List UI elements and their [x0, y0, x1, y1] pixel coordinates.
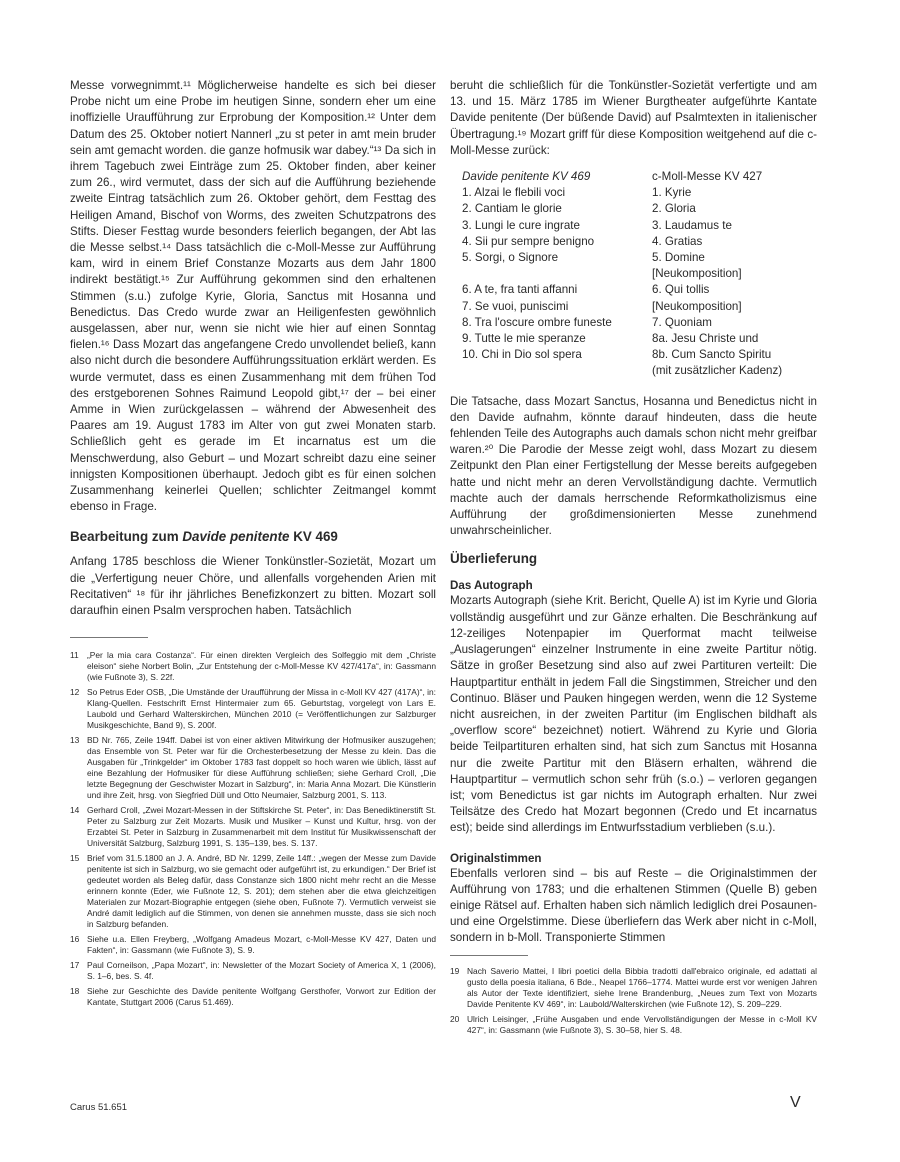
table-cell-davide: 7. Se vuoi, puniscimi — [462, 299, 569, 313]
heading-bearbeitung-prefix: Bearbeitung zum — [70, 529, 183, 545]
left-column — [70, 78, 436, 1012]
table-cell-messe: [Neukomposition] — [652, 267, 742, 281]
page-number: V — [790, 1094, 801, 1111]
table-head-messe: c-Moll-Messe KV 427 — [652, 170, 763, 184]
footnote-11 — [70, 650, 436, 683]
table-cell-messe: 1. Kyrie — [652, 186, 692, 200]
footnote-number: 13 — [70, 735, 80, 746]
footnote-number: 18 — [70, 986, 80, 997]
paragraph-autograph: Mozarts Autograph (siehe Krit. Bericht, Quelle A) ist im Kyrie und Gloria vollständig ausgeführt und zur Gänze erhalten. Die Beschränkung auf 12-zeiliges Notenpapier im Querformat macht teilweise „Auslagerungen“ einzelner Instrumente in eine zweite Partitur nötig. Sätze in großer Besetzung sind also auf zwei Partituren verteilt: Die Hauptpartitur enthält in jedem Fall die Singstimmen, Streicher und den Continuo. Bläser und Pauken hingegen werden, wenn die 12 Systeme nicht ausreichen, in der zweiten Partitur (im Englischen bildhaft als „overflow score“ bezeichnet) notiert. Während zu Kyrie und Gloria beide Teilpartituren erhalten sind, hat sich zum Sanctus mit Hosanna nur die zweite Partitur mit den Bläsern erhalten, während die Hauptpartitur – vermutlich schon sehr früh (s.o.) – verloren gegangen ist; vom Benedictus ist gar nichts im Autograph erhalten. Nur zwei Teilsätze des Credo hat Mozart begonnen (Credo und Et incarnatus est); beide sind allerdings im Entwurfsstadium verblieben (s.u.). — [450, 594, 817, 835]
table-cell-davide: 10. Chi in Dio sol spera — [462, 348, 582, 362]
heading-bearbeitung — [70, 529, 436, 544]
table-cell-messe: 4. Gratias — [652, 234, 703, 248]
footnote-text: So Petrus Eder OSB, „Die Umstände der Uraufführung der Missa in c-Moll KV 427 (417A)“, in: Klang-Quellen. Festschrift Ernst Hintermaier zum 65. Geburtstag, vorgelegt von Lars E. Laubold und Gerhard Walterskirchen, München 2010 (= Veröffentlichungen zur Salzburger Musikgeschichte, Band 9), S. 200f. — [87, 687, 436, 731]
footnote-20 — [450, 1014, 817, 1036]
table-cell-davide: 1. Alzai le flebili voci — [462, 186, 566, 200]
table-cell-davide: 8. Tra l'oscure ombre funeste — [462, 315, 612, 329]
table-cell-messe: 7. Quoniam — [652, 315, 712, 329]
footnote-18 — [70, 986, 436, 1008]
footnote-number: 15 — [70, 853, 80, 864]
footnote-number: 16 — [70, 934, 80, 945]
table-cell-messe: 8b. Cum Sancto Spiritu — [652, 348, 772, 362]
table-cell-davide — [462, 266, 652, 282]
table-row — [462, 315, 782, 331]
subheading-originalstimmen: Originalstimmen — [450, 851, 542, 865]
footnote-19 — [450, 966, 817, 1010]
table-row — [462, 185, 782, 201]
table-cell-davide: 3. Lungi le cure ingrate — [462, 218, 580, 232]
table-cell-davide: 2. Cantiam le glorie — [462, 202, 562, 216]
table-cell-messe: 5. Domine — [652, 251, 705, 265]
paragraph-probe: Messe vorwegnimmt.¹¹ Möglicherweise handelte es sich bei dieser Probe nicht um eine Probe im heutigen Sinne, sondern eher um eine inoffizielle Uraufführung zur Erprobung der Komposition.¹² Unter dem Datum des 25. Oktober notiert Nannerl „zu st peter in amt mein bruder sein amt gemacht worden. die ganze hofmusik war dabey.“¹³ Da sich in ihrem Tagebuch zwei Einträge zum 25. Oktober finden, aber keiner zum 26., wird vermutet, dass der sich auf die Aufführung beziehende zweite Eintrag tatsächlich zum 26. Oktober gehört, dem Festtag des Heiligen Amand, Bischof von Worms, des zweiten Schutzpatrons des Stifts. Dieser Festtag wurde besonders feierlich begangen, der Abt las die Messe selbst.¹⁴ Dass tatsächlich die c-Moll-Messe zur Aufführung kam, wird in einem Brief Constanze Mozarts aus dem Jahr 1800 indirekt bestätigt.¹⁵ Zur Aufführung gekommen sind den erhaltenen Stimmen (s.u.) zufolge Kyrie, Gloria, Sanctus mit Hosanna und Benedictus. Das Credo wurde zwar an Heiligenfesten gewöhnlich ausgelassen, aber nur, wenn sie nicht wie hier auf einen Sonntag fielen.¹⁶ Dass Mozart das angefangene Credo unvollendet beließ, kann also nicht durch die besondere Aufführungssituation erklärt werden. Es wurde vermutet, dass es einen Zusammenhang mit dem frühen Tod des erstgeborenen Sohnes Raimund Leopold gibt,¹⁷ der – bei einer Amme in Wien zurückgelassen – während der Abwesenheit des Paares am 19. August 1783 im Alter von gut zwei Monaten starb. Schließlich geht es gerade im Et incarnatus est um die Menschwerdung, also Geburt – und Mozart schreibt dazu eine seiner innigsten Kompositionen überhaupt. Jedoch gibt es für einen solchen Zusammenhang keinerlei Quellen; schlichter Zeitmangel kommt ebenso in Frage. — [70, 79, 436, 514]
heading-bearbeitung-title: Davide penitente — [182, 529, 290, 545]
footnote-number: 20 — [450, 1013, 460, 1024]
footnote-14 — [70, 805, 436, 849]
table-cell-messe: 6. Qui tollis — [652, 283, 710, 297]
table-row — [462, 266, 782, 282]
footnote-number: 11 — [70, 650, 79, 661]
footnotes-left — [70, 650, 436, 1008]
footnotes-right — [450, 966, 817, 1036]
table-cell-davide — [462, 363, 652, 379]
table-row — [462, 201, 782, 217]
paragraph-tatsache: Die Tatsache, dass Mozart Sanctus, Hosanna und Benedictus nicht in den Davide aufnahm, könnte darauf hindeuten, dass die heute fehlenden Teile des Autographs auch damals schon nicht mehr greifbar waren.²⁰ Die Parodie der Messe zeigt wohl, dass Mozart zu diesem Zeitpunkt den Plan einer Fertigstellung der Messe bereits aufgegeben hatte und nicht mehr an deren Vervollständigung dachte. Vermutlich machte auch der damals herrschende Reformkatholizismus eine Aufführung der großdimensionierten Messe zunehmend unwahrscheinlicher. — [450, 394, 817, 538]
table-cell-messe: [Neukomposition] — [652, 299, 742, 313]
footnote-number: 19 — [450, 965, 460, 976]
table-row — [462, 331, 782, 347]
paragraph-originalstimmen: Ebenfalls verloren sind – bis auf Reste – die Originalstimmen der Aufführung von 1783; und die erhaltenen Stimmen (Quelle B) geben einige Rätsel auf. Erhalten haben sich nämlich lediglich drei Posaunen- und eine Orgelstimme. Diese überliefern das Werk aber nicht in c-Moll, sondern in b-Moll. Transponierte Stimmen — [450, 866, 817, 945]
table-row — [462, 234, 782, 250]
footnote-text: Brief vom 31.5.1800 an J. A. André, BD Nr. 1299, Zeile 14ff.: „wegen der Messe zum Davide penitente ist sich in Salzburg, wo sie gemacht oder aufgeführt ist, zu erkundigen.“ Der Brief ist gedeutet worden als Beleg dafür, dass Constanze sich 1800 nicht mehr recht an die Messe erinnern konnte (Eder, wie Fußnote 12, S. 201); dem stehen aber die etwa gleichzeitigen Materialen zur Mozart-Biographie entgegen (siehe oben, Fußnote 7). Vermutlich verweist sie André damit lediglich auf die Stimmen, von denen sie annehmen musste, dass sie sich noch in Salzburg befanden. — [87, 853, 436, 930]
footnote-text: Siehe zur Geschichte des Davide penitente Wolfgang Gersthofer, Vorwort zur Edition der Kantate, Stuttgart 2006 (Carus 51.469). — [87, 986, 436, 1008]
footnote-text: „Per la mia cara Costanza“. Für einen direkten Vergleich des Solfeggio mit dem „Christe eleison“ siehe Norbert Bolin, „Zur Entstehung der c-Moll-Messe KV 427/417a“, in: Gassmann (wie Fußnote 3), S. 22f. — [87, 650, 436, 683]
table-cell-davide: 4. Sii pur sempre benigno — [462, 234, 595, 248]
table-cell-messe: 2. Gloria — [652, 202, 696, 216]
footnote-text: Gerhard Croll, „Zwei Mozart-Messen in der Stiftskirche St. Peter“, in: Das Benediktinerstift St. Peter zu Salzburg zur Zeit Mozarts. Musik und Musiker – Kunst und Kultur, hrsg. von der Erzabtei St. Peter in Salzburg in Zusammenarbeit mit dem Institut für Musikwissenschaft der Universität Salzburg, Salzburg 1991, S. 135–139, bes. S. 137. — [87, 805, 436, 849]
table-cell-davide: 9. Tutte le mie speranze — [462, 332, 586, 346]
table-cell-messe: 3. Laudamus te — [652, 218, 732, 232]
footnote-text: Ulrich Leisinger, „Frühe Ausgaben und ende Vervollständigungen der Messe in c-Moll KV 427“, in: Gassmann (wie Fußnote 3), S. 30–58, hier S. 48. — [467, 1013, 817, 1035]
footnote-number: 12 — [70, 687, 80, 698]
table-row — [462, 347, 782, 363]
footnote-text: Nach Saverio Mattei, I libri poetici della Bibbia tradotti dall'ebraico originale, ed adattati al gusto della poesia italiana, 6 Bde., Neapel 1766–1774. Mattei wurde erst vor wenigen Jahren als Autor der Texte identifiziert, siehe Irene Brandenburg, „Neues zum Text von Mozarts Davide Penitente KV 469“, in: Laubold/Walterskirchen (wie Fußnote 12), S. 209–229. — [467, 965, 817, 1009]
footnote-text: Paul Corneilson, „Papa Mozart“, in: Newsletter of the Mozart Society of America X, 1 (2006), S. 1–6, bes. S. 4f. — [87, 960, 436, 982]
table-row — [462, 363, 782, 379]
footnote-13 — [70, 735, 436, 801]
footnote-number: 17 — [70, 960, 80, 971]
heading-ueberlieferung: Überlieferung — [450, 551, 538, 567]
table-row — [462, 299, 782, 315]
table-cell-messe: 8a. Jesu Christe und — [652, 332, 759, 346]
subheading-autograph: Das Autograph — [450, 579, 533, 593]
right-column — [450, 78, 817, 1040]
footnote-number: 14 — [70, 805, 80, 816]
footnote-divider — [70, 637, 148, 638]
footnote-16 — [70, 934, 436, 956]
comparison-table — [462, 169, 782, 380]
footer-catalog-label: Carus 51.651 — [70, 1102, 128, 1113]
footnote-text: BD Nr. 765, Zeile 194ff. Dabei ist von einer aktiven Mitwirkung der Hofmusiker auszugehen; das Ensemble von St. Peter war für die Orchesterbesetzung der Messe zu klein. Das die Ausgaben für „Trinkgelder“ im Oktober 1783 fast doppelt so hoch waren wie üblich, lässt auf eine Bezahlung der Hofmusiker für diese Aufführung schließen; siehe Gerhard Croll, „Die letzte Begegnung der Geschwister Mozart in Salzburg“, in: Maria Anna Mozart. Die Künstlerin und ihre Zeit, hrsg. von Siegfried Düll und Otto Neumaier, Salzburg 2001, S. 113. — [87, 735, 436, 801]
footnote-17 — [70, 960, 436, 982]
footnote-text: Siehe u.a. Ellen Freyberg, „Wolfgang Amadeus Mozart, c-Moll-Messe KV 427, Daten und Fakten“, in: Gassmann (wie Fußnote 3), S. 9. — [87, 934, 436, 956]
paragraph-anfang-1785: Anfang 1785 beschloss die Wiener Tonkünstler-Sozietät, Mozart um die „Verfertigung neuer Chöre, und allenfalls vorgehenden Arien mit Recitativen“ ¹⁸ für ihr jährliches Benefizkonzert zu bitten. Mozart soll daraufhin einen Psalm versprochen haben. Tatsächlich — [70, 555, 436, 618]
table-cell-messe: (mit zusätzlicher Kadenz) — [652, 364, 783, 378]
paragraph-kantate: beruht die schließlich für die Tonkünstler-Sozietät verfertigte und am 13. und 15. März 1785 im Wiener Burgtheater aufgeführte Kantate Davide penitente (Der büßende David) auf Psalmtexten in italienischer Übertragung.¹⁹ Mozart griff für diese Komposition weitgehend auf die c-Moll-Messe zurück: — [450, 79, 817, 157]
table-row — [462, 218, 782, 234]
table-head-davide: Davide penitente KV 469 — [462, 170, 591, 184]
table-cell-davide: 6. A te, fra tanti affanni — [462, 283, 578, 297]
heading-bearbeitung-suffix: KV 469 — [289, 529, 338, 545]
table-row — [462, 282, 782, 298]
table-row — [462, 250, 782, 266]
footnote-divider — [450, 955, 528, 956]
table-header-row — [462, 169, 782, 185]
table-cell-davide: 5. Sorgi, o Signore — [462, 251, 559, 265]
footnote-15 — [70, 853, 436, 930]
footnote-12 — [70, 687, 436, 731]
